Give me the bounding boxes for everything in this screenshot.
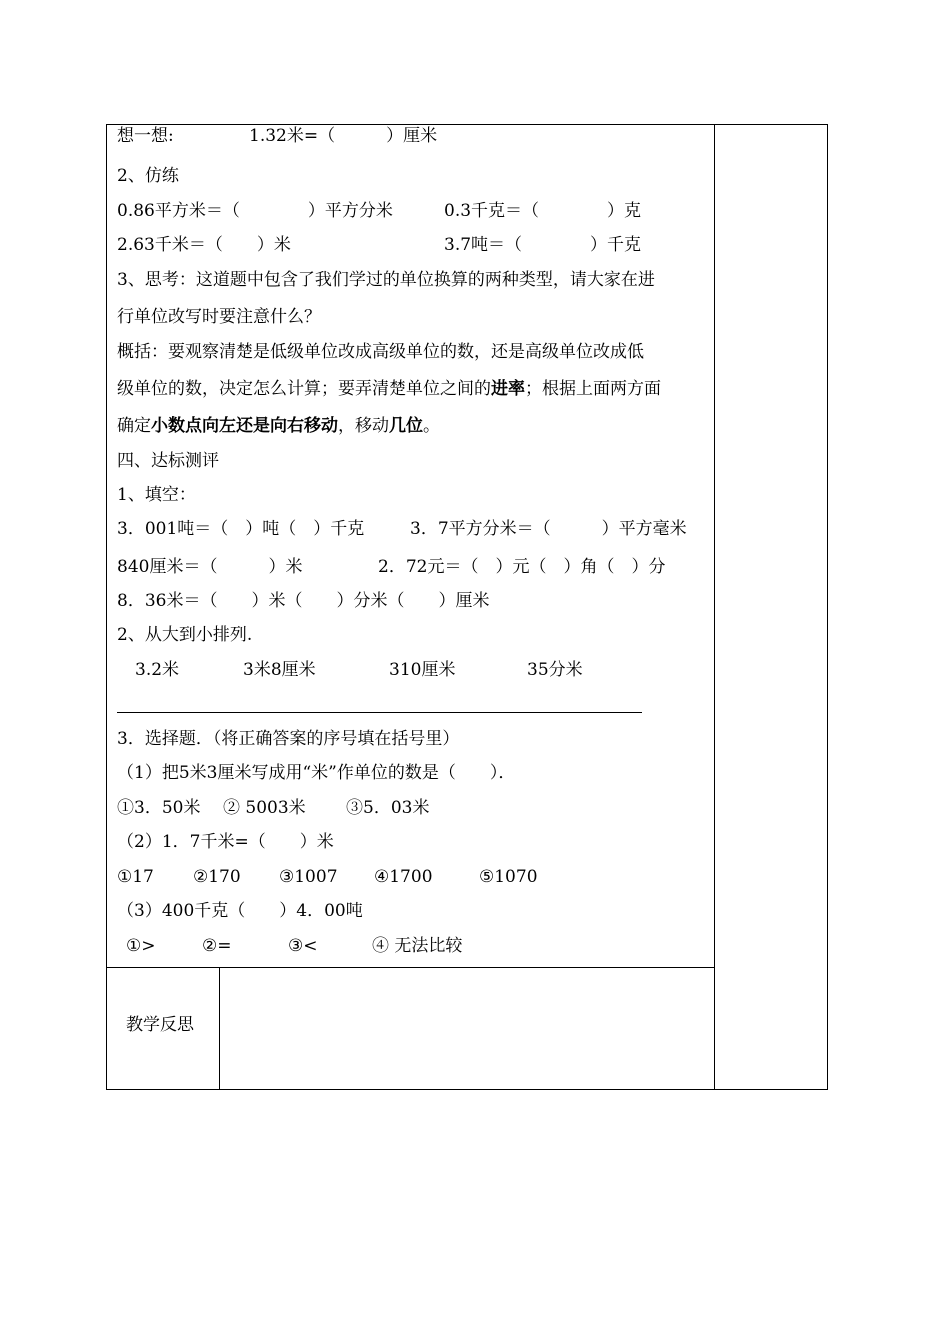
choice-option: ①17 xyxy=(117,867,154,887)
think-question-line: 行单位改写时要注意什么？ xyxy=(117,307,321,327)
choice-option: ②170 xyxy=(193,867,241,887)
reflection-label: 教学反思 xyxy=(126,1015,194,1035)
practice-item: 0.86平方米＝（ ）平方分米 xyxy=(117,201,393,221)
choice-question: （1）把5米3厘米写成用“米”作单位的数是（ ）． xyxy=(117,763,516,783)
fill-item: 3．7平方分米＝（ ）平方毫米 xyxy=(410,519,687,539)
summary-line: 确定小数点向左还是向右移动，移动几位。 xyxy=(117,416,440,436)
reflection-cell-divider xyxy=(219,967,220,1090)
choice-option: ①3．50米 xyxy=(117,798,201,818)
order-item: 310厘米 xyxy=(389,660,456,680)
order-item: 35分米 xyxy=(527,660,583,680)
summary-emphasis: 进率 xyxy=(491,379,525,399)
fill-item: 840厘米＝（ ）米 xyxy=(117,557,303,577)
choice-option: ⑤1070 xyxy=(479,867,538,887)
order-item: 3.2米 xyxy=(135,660,180,680)
think-question-line: 3、思考：这道题中包含了我们学过的单位换算的两种类型，请大家在进 xyxy=(117,270,655,290)
table-row-divider xyxy=(106,967,715,968)
choice-title: 3．选择题．（将正确答案的序号填在括号里） xyxy=(117,729,460,749)
choice-option: ③1007 xyxy=(279,867,338,887)
choice-option: ④ 无法比较 xyxy=(372,936,463,956)
summary-emphasis: 小数点向左还是向右移动 xyxy=(151,416,338,436)
fill-item: 3．001吨＝（ ）吨（ ）千克 xyxy=(117,519,365,539)
summary-line: 级单位的数，决定怎么计算；要弄清楚单位之间的进率；根据上面两方面 xyxy=(117,379,661,399)
choice-question: （3）400千克（ ）4．00吨 xyxy=(117,901,363,921)
choice-option: ②= xyxy=(202,936,232,956)
choice-option: ①> xyxy=(126,936,156,956)
choice-option: ③< xyxy=(288,936,318,956)
practice-item: 0.3千克＝（ ）克 xyxy=(444,201,642,221)
think-label: 想一想: xyxy=(117,126,174,146)
fill-item: 8．36米＝（ ）米（ ）分米（ ）厘米 xyxy=(117,591,490,611)
practice-title: 2、仿练 xyxy=(117,166,179,186)
summary-line: 概括：要观察清楚是低级单位改成高级单位的数，还是高级单位改成低 xyxy=(117,342,644,362)
choice-option: ② 5003米 xyxy=(223,798,306,818)
practice-item: 3.7吨＝（ ）千克 xyxy=(444,235,642,255)
choice-option: ③5．03米 xyxy=(346,798,430,818)
think-expression: 1.32米=（ ）厘米 xyxy=(249,126,438,146)
choice-option: ④1700 xyxy=(374,867,433,887)
fill-title: 1、填空： xyxy=(117,485,196,505)
fill-item: 2．72元＝（ ）元（ ）角（ ）分 xyxy=(378,557,666,577)
summary-emphasis: 几位 xyxy=(389,416,423,436)
order-title: 2、从大到小排列. xyxy=(117,625,253,645)
practice-item: 2.63千米＝（ ）米 xyxy=(117,235,291,255)
choice-question: （2）1．7千米=（ ）米 xyxy=(117,832,334,852)
answer-line xyxy=(117,712,642,713)
order-item: 3米8厘米 xyxy=(243,660,316,680)
table-column-divider xyxy=(714,124,715,1090)
section-heading: 四、达标测评 xyxy=(117,451,219,471)
